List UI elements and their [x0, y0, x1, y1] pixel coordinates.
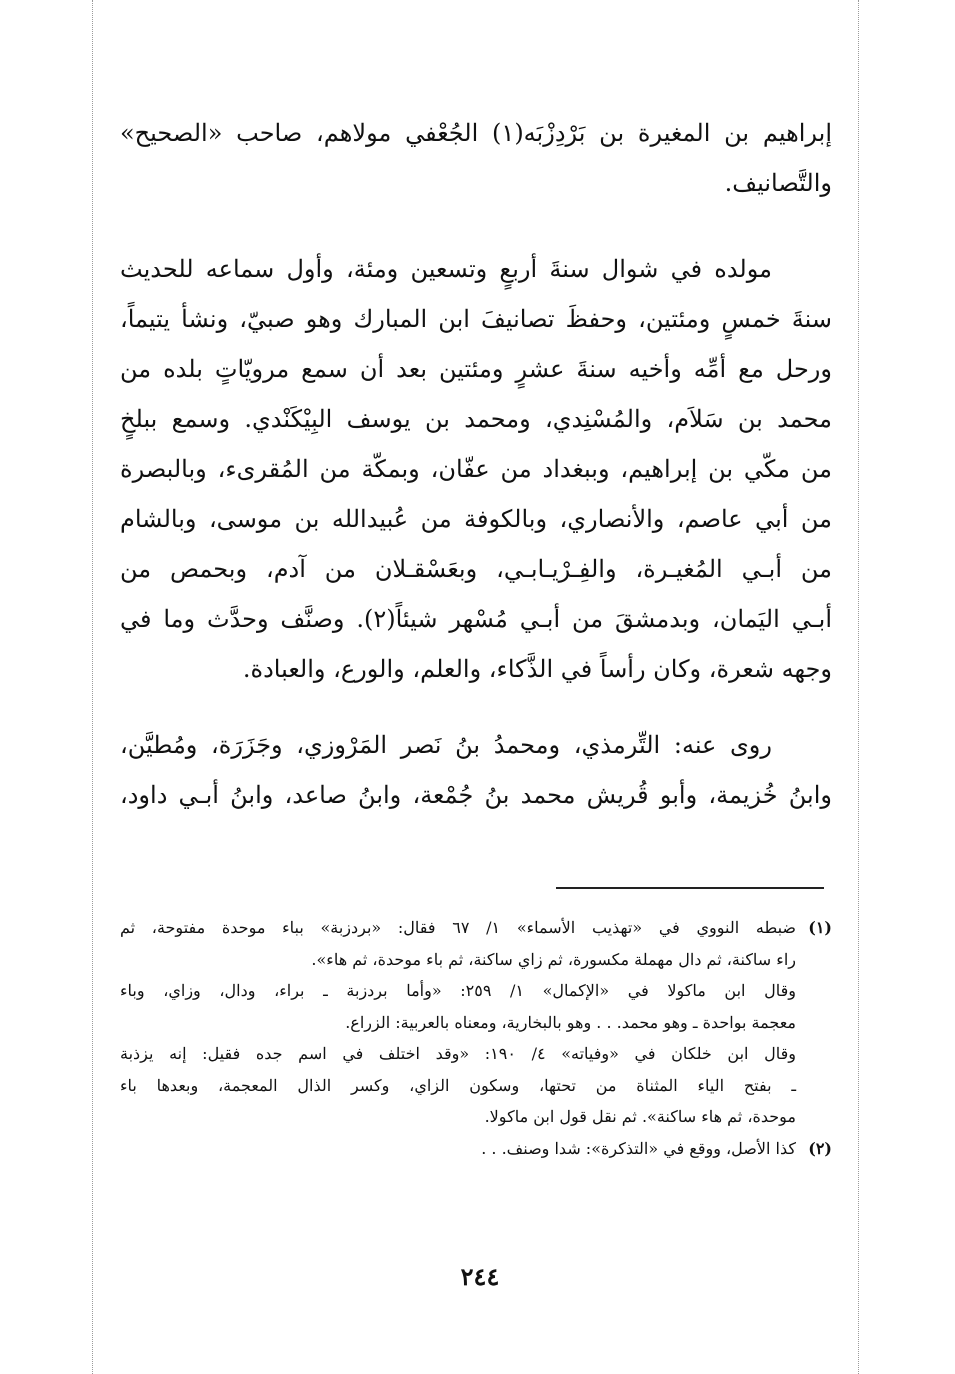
- page-edge-left: [92, 0, 93, 1374]
- paragraph-narrators: [120, 720, 832, 820]
- footnote-1-line: موحدة، ثم هاء ساكنة». ثم نقل قول ابن ماكولا.: [484, 1107, 796, 1126]
- page-edge-right: [858, 0, 859, 1374]
- footnote-1-line: ـ بفتح الياء المثناة من تحتها، وسكون الزاي، وكسر الذال المعجمة، وبعدها باء: [120, 1075, 796, 1095]
- text-line: سنةَ خمسٍ ومئتين، وحفظَ تصانيفَ ابن المبارك وهو صبيّ، ونشأ يتيماً،: [120, 305, 832, 333]
- footnote-1-line: معجمة بواحدة ـ وهو محمد. . . وهو بالبخارية، ومعناه بالعربية: الزراع.: [345, 1012, 796, 1032]
- text-line: إبراهيم بن المغيرة بن بَرْدِزْبَه(١) الجُعْفي مولاهم، صاحب «الصحيح»: [120, 119, 832, 147]
- footnote-1-line: وقال ابن خلكان في «وفياته» ٤/ ١٩٠: «وقد اختلف في اسم جده فقيل: إنه يزذبة: [120, 1044, 797, 1063]
- text-line: من أبي عاصم، والأنصاري، وبالكوفة من عُبيدالله بن موسى، وبالشام: [120, 505, 833, 533]
- footnote-1-line: وقال ابن ماكولا في «الإكمال» ١/ ٢٥٩: «وأما بردزبة ـ براء، ودال، وزاي، وباء: [120, 981, 796, 1000]
- footnote-2-number: (٢): [808, 1138, 832, 1158]
- footnote-1-line: [120, 912, 832, 944]
- text-line: والتَّصانيف.: [724, 169, 832, 197]
- footnote-1-line: راء ساكنة، ثم دال مهملة مكسورة، ثم زاي ساكنة، ثم باء موحدة، ثم هاء».: [311, 949, 796, 969]
- text-line: من أبـي المُغيـرة، والفِـرْيـابـي، وبعَسْقـلان من آدم، وبحمص من: [120, 555, 832, 583]
- page-number: ٢٤٤: [460, 1262, 500, 1291]
- text-line: من مكّي بن إبراهيم، وببغداد من عفّان، وبمكّة من المُقرىء، وبالبصرة: [120, 455, 832, 483]
- footnote-separator: [556, 887, 824, 889]
- text-line: وابنُ خُزيمة، وأبو قُريش محمد بنُ جُمْعة، وابنُ صاعد، وابنُ أبـي داود،: [120, 781, 832, 809]
- footnote-text: ضبطه النووي في «تهذيب الأسماء» ١/ ٦٧ فقال: «بردزبة» بباء موحدة مفتوحة، ثم: [120, 918, 796, 937]
- paragraph-biography: [120, 244, 832, 694]
- footnote-1-number: (١): [808, 918, 832, 937]
- text-line: ورحل مع أمِّه وأخيه سنةَ عشرٍ ومئتين بعد أن سمع مرويّاتٍ بلده من: [120, 355, 832, 383]
- text-line: مولده في شوال سنةَ أربعٍ وتسعين ومئة، وأول سماعه للحديث: [120, 255, 772, 283]
- footnote-text: كذا الأصل، ووقع في «التذكرة»: شدا وصنف. . .: [481, 1138, 796, 1158]
- text-line: أبـي اليَمان، وبدمشقَ من أبـي مُسْهر شيئاً(٢). وصنَّف وحدَّث وما في: [120, 605, 833, 633]
- footnotes: [120, 912, 832, 1164]
- text-line: روى عنه: التِّرمذي، ومحمدُ بنُ نَصر المَرْوزي، وجَزَرَة، ومُطيَّن،: [120, 731, 772, 759]
- text-line: وجهه شعرة، وكان رأساً في الذَّكاء، والعلم، والورع، والعبادة.: [242, 655, 832, 683]
- text-line: محمد بن سَلاَم، والمُسْنِدي، ومحمد بن يوسف البِيْكَنْدي. وسمع ببلخٍ: [120, 405, 832, 433]
- footnote-2-line: [120, 1133, 832, 1165]
- paragraph-title: [120, 108, 832, 208]
